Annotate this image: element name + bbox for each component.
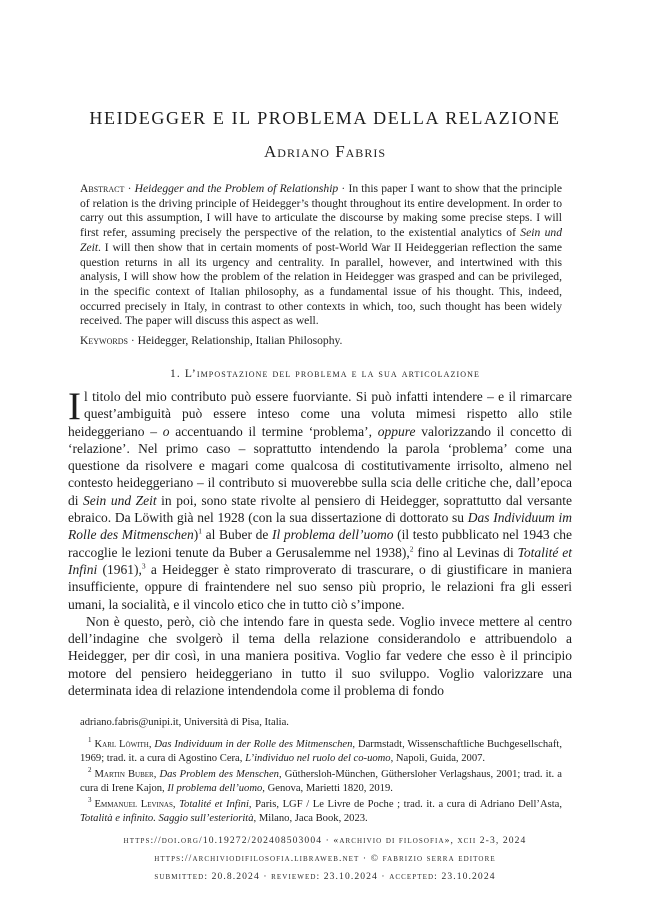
footnote <box>80 738 562 765</box>
paragraph: Non è questo, però, ciò che intendo fare in questa sede. Voglio invece mettere al centro dell’indagine che svolgerò il tema della relazione considerandolo e attribuendolo a Heidegger, per dir così, in una maniera positiva. Voglio far vedere che esso è il principio motore del pensiero heideggeriano in tutto il suo sviluppo. Voglio valorizzare una determinata idea di relazione intendendola come il problema di fondo <box>68 613 572 699</box>
footnote-title: Totalità e infinito. Saggio sull’esteriorità <box>80 812 254 824</box>
abstract-label: Abstract <box>80 182 125 195</box>
footnote-title: Totalité et Infini <box>179 799 249 810</box>
keywords <box>80 334 562 349</box>
abstract-work-title: Sein und Zeit <box>80 226 562 254</box>
text-run: , Paris, LGF / Le Livre de Poche ; trad. it. a cura di Adriano Dell’Asta, <box>248 799 563 810</box>
footer-website-line[interactable]: https://archiviodifilosofia.libraweb.net · © fabrizio serra editore <box>154 853 496 864</box>
text-run: , Darmstadt, Wissenschaftliche Buchgesellschaft, 1969; trad. it. a cura di Agostino Cera, <box>80 739 562 764</box>
footnote-title: Das Problem des Menschen <box>159 769 279 780</box>
author-affiliation: adriano.fabris@unipi.it, Università di Pisa, Italia. <box>80 717 289 728</box>
text-run: valorizzando il concetto di ‘relazione’. Nel primo caso – soprattutto intendendo la parola ‘problema’ come una questione da risolvere e magari come qualcosa di costitutivamente irrisolto, almeno nel contesto heideggeriano – il contributo si muoverebbe sulla scia delle critiche che, dall’epoca di <box>68 423 573 508</box>
text-run: , <box>172 799 180 810</box>
footnote-title: Das Individuum in der Rolle des Mitmenschen <box>154 739 353 750</box>
text-run: ) <box>193 527 199 543</box>
text-run: a Heidegger è stato rimproverato di trascurare, o di giustificare in maniera insufficiente, oppure di fraintendere nel suo senso più proprio, le relazioni fra gli esseri umani, la socialità, e il vincolo etico che in tutto ciò s’impone. <box>68 561 572 612</box>
text-run: , <box>153 769 160 780</box>
footer-dates-line: submitted: 20.8.2024 · reviewed: 23.10.2024 · accepted: 23.10.2024 <box>154 871 496 882</box>
footnote-title: Il problema dell’uomo <box>167 782 263 794</box>
abstract-text: . I will then show that in certain moments of post-World War II Heideggerian reflection the same question returns in all its urgency and centrality. In parallel, however, and intertwined with this analysis, I will show how the problem of the relation in Heidegger was grasped and can be privileged, in the specific context of Italian philosophy, as a fundamental issue of his thought. This, indeed, occurred precisely in Italy, in contrast to other contexts in which, too, such thought has been widely received. The paper will discuss this aspect as well. <box>80 240 562 328</box>
keywords-label: Keywords <box>80 334 128 347</box>
italic-run: Sein und Zeit <box>83 492 157 508</box>
footnote-number: 3 <box>88 796 92 805</box>
footnote <box>80 798 562 825</box>
drop-cap: I <box>68 385 81 428</box>
footnote-author: Karl Löwith <box>94 739 149 750</box>
footnote-number: 2 <box>88 766 92 775</box>
footer-doi-line[interactable]: https://doi.org/10.19272/202408503004 · «archivio di filosofia», xcii 2-3, 2024 <box>123 835 527 846</box>
abstract-separator: · <box>124 182 135 195</box>
italic-run: o <box>162 423 170 439</box>
abstract-text: · In this paper I want to show that the principle of relation is the driving principle of Heidegger’s thought throughout its entire development. In order to carry out this assumption, I will have to articulate the discourse by making some precise steps. I will first refer, assuming precisely the perspective of the relation, to the existential analytics of <box>80 182 562 240</box>
text-run: , Güthersloh-München, Güthersloher Verlagshaus, 2001; trad. it. a cura di Irene Kajon, <box>80 769 563 794</box>
italic-run: Il problema dell’uomo <box>272 527 394 543</box>
paragraph <box>68 385 573 613</box>
text-run: , Napoli, Guida, 2007. <box>390 752 486 764</box>
text-run: fino al Levinas di <box>413 544 518 560</box>
footnotes <box>80 738 562 828</box>
footnote-number: 1 <box>88 736 92 745</box>
text-run: , Milano, Jaca Book, 2023. <box>253 812 368 824</box>
text-run: accentuando il termine ‘problema’, <box>169 423 378 439</box>
section-heading: 1. L’impostazione del problema e la sua articolazione <box>170 368 480 380</box>
abstract <box>80 182 562 329</box>
text-run: in poi, sono state rivolte al pensiero di Heidegger, soprattutto dal versante ebraico. Da Löwith già nel 1928 (con la sua dissertazione di dottorato su <box>68 492 572 526</box>
footnote-author: Emmanuel Levinas <box>94 799 173 810</box>
abstract-english-title: Heidegger and the Problem of Relationship <box>134 182 339 195</box>
text-run: (1961), <box>97 561 142 577</box>
footnote-ref[interactable]: 3 <box>141 561 146 571</box>
article-author: Adriano Fabris <box>264 142 386 161</box>
italic-run: oppure <box>377 423 416 439</box>
text-run: l titolo del mio contributo può essere fuorviante. Si può infatti intendere – e il rimarcare quest’ambiguità può essere inteso come una voluta mimesi rispetto allo stile heideggeriano – <box>68 389 572 439</box>
keywords-text: · Heidegger, Relationship, Italian Philosophy. <box>127 334 343 347</box>
footnote-author: Martin Buber <box>94 769 154 780</box>
text-run: , Genova, Marietti 1820, 2019. <box>262 782 393 794</box>
text-run: (il testo pubblicato nel 1943 che raccoglie le lezioni tenute da Buber a Gerusalemme nel 1938), <box>68 527 572 560</box>
italic-run: Totalité et Infini <box>68 544 572 577</box>
footnote-ref[interactable]: 2 <box>409 544 414 554</box>
body-text <box>68 385 573 699</box>
footnote-ref[interactable]: 1 <box>198 526 202 536</box>
footnote-title: L’individuo nel ruolo del co-uomo <box>245 752 391 764</box>
footnote <box>80 768 562 795</box>
text-run: al Buber de <box>201 527 272 543</box>
italic-run: Das Individuum im Rolle des Mitmenschen <box>68 510 573 543</box>
article-title: HEIDEGGER E IL PROBLEMA DELLA RELAZIONE <box>89 108 561 128</box>
text-run: , <box>148 739 155 750</box>
